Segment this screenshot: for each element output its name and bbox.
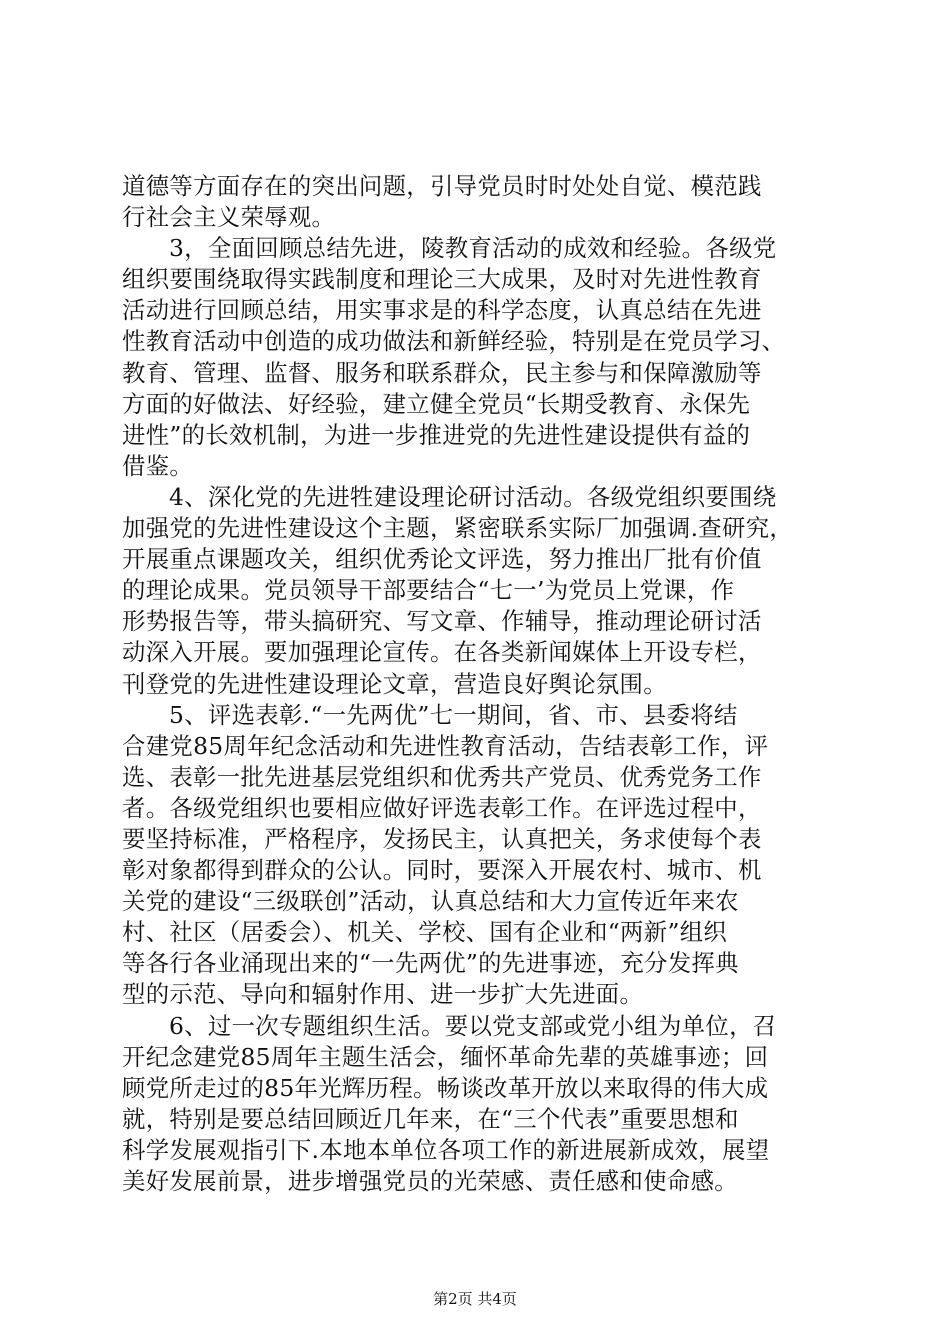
text-line: 顾党所走过的85年光辉历程。畅谈改革开放以来取得的伟大成	[122, 1073, 769, 1102]
paragraph-4-start: 4、深化党的先进牲建设理论研讨活动。各级党组织要围绕	[169, 482, 777, 511]
text-line: 要坚持标准，严格程序，发扬民主，认真把关，务求使每个表	[122, 824, 762, 853]
text-line: 美好发展前景，进步增强党员的光荣感、责任感和使命感。	[122, 1167, 738, 1195]
text-line: 组织要围绕取得实践制度和理论三大成果，及时对先进性教育	[122, 265, 762, 294]
text-line: 合建党85周年纪念活动和先进性教育活动，告结表彰工作，评	[122, 731, 769, 760]
text-line: 关党的建设“三级联创”活动，认真总结和大力宣传近年来农	[122, 887, 739, 916]
text-line: 道德等方面存在的突出问题，引导党员时时处处自觉、模范践	[122, 172, 762, 200]
text-line: 就，特别是要总结回顾近几年来，在“三个代表”重要思想和	[122, 1104, 739, 1133]
text-line: 活动进行回顾总结，用实事求是的科学态度，认真总结在先进	[122, 296, 762, 325]
text-line: 进性”的长效机制，为进一步推进党的先进性建设提供有益的	[122, 420, 751, 449]
text-line: 选、表彰一批先进基层党组织和优秀共产党员、优秀党务工作	[122, 762, 762, 791]
paragraph-5-start: 5、评选表彰.“一先两优”七一期间，省、市、县委将结	[169, 700, 738, 729]
text-line: 借鉴。	[122, 451, 194, 480]
text-line: 方面的好做法、好经验，建立健全党员“长期受教育、永保先	[122, 389, 751, 418]
text-line: 村、社区（居委会）、机关、学校、国有企业和“两新”组织	[122, 918, 728, 947]
text-line: 等各行各业涌现出来的“一先两优”的先进事迹，充分发挥典	[122, 949, 739, 978]
text-line: 性教育活动中创造的成功做法和新鲜经验，特别是在党员学习、	[122, 327, 786, 356]
text-line: 加强党的先进性建设这个主题，紧密联系实际厂加强调.查研究，	[122, 514, 794, 543]
text-line: 教育、管理、监督、服务和联系群众，民主参与和保障激励等	[122, 358, 762, 387]
text-line: 形势报告等，带头搞研究、写文章、作辅导，推动理论研讨活	[122, 607, 762, 636]
text-line: 开纪念建党85周年主题生活会，缅怀革命先辈的英雄事迹；回	[122, 1042, 769, 1071]
paragraph-6-start: 6、过一次专题组织生活。要以党支部或党小组为单位，召	[169, 1011, 777, 1040]
text-line: 刊登党的先进性建设理论文章，营造良好舆论氛围。	[122, 669, 667, 698]
text-line: 彰对象都得到群众的公认。同时，要深入开展农村、城市、机	[122, 856, 762, 885]
body-text	[122, 171, 834, 1197]
text-line: 动深入开展。要加强理论宣传。在各类新闻媒体上开设专栏，	[122, 638, 762, 667]
text-line: 行社会主义荣辱观。	[122, 203, 336, 232]
text-line: 者。各级党组织也要相应做好评选表彰工作。在评选过程中，	[122, 793, 762, 822]
text-line: 科学发展观指引下.本地本单位各项工作的新进展新成效，展望	[122, 1135, 770, 1164]
text-line: 的理论成果。党员领导干部要结合“七一’为党员上党课，作	[122, 576, 735, 605]
text-line: 开展重点课题攻关，组织优秀论文评选，努力推出厂批有价值	[122, 545, 762, 574]
page-number-footer: 第2页 共4页	[433, 1290, 517, 1308]
text-line: 型的示范、导向和辐射作用、进一步扩大先进面。	[122, 980, 644, 1009]
paragraph-3-start: 3，全面回顾总结先进，陵教育活动的成效和经验。各级党	[169, 234, 777, 263]
